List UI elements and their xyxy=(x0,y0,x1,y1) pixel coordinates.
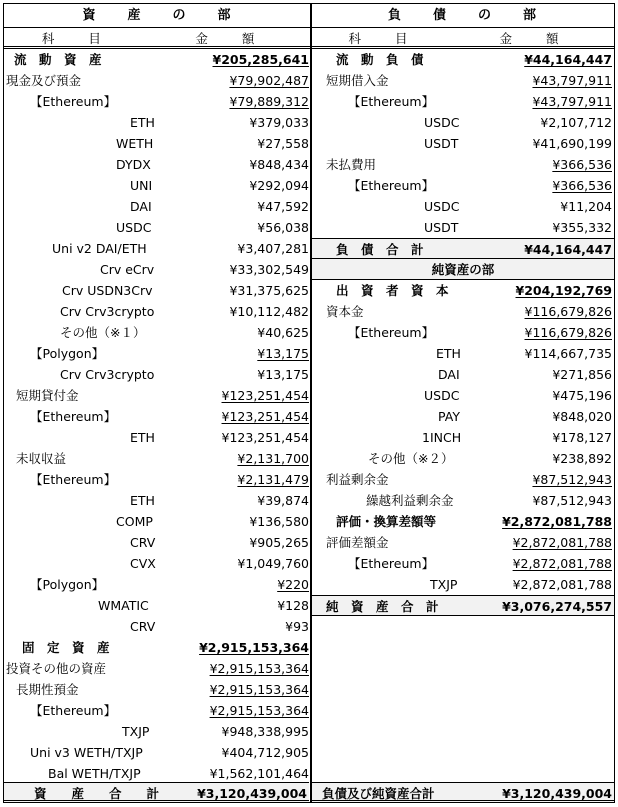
asset-item-amount: ¥292,094 xyxy=(249,178,309,193)
asset-item-label: その他（※１） xyxy=(60,325,146,340)
equity-item-row xyxy=(312,343,614,364)
asset-item-label: WETH xyxy=(116,136,154,151)
liability-item-row xyxy=(312,217,614,238)
asset-item-row xyxy=(4,742,311,763)
equity-item-row xyxy=(312,574,614,595)
asset-item-label: DYDX xyxy=(116,157,151,172)
asset-item-label: 短期貸付金 xyxy=(16,388,79,403)
asset-item-label: COMP xyxy=(116,514,153,529)
asset-item-label: Bal WETH/TXJP xyxy=(48,766,141,781)
asset-item-row xyxy=(4,385,311,406)
liability-item-row xyxy=(312,112,614,133)
asset-item-row xyxy=(4,763,311,784)
asset-item-row xyxy=(4,700,311,721)
asset-item-amount: ¥79,902,487 xyxy=(229,73,309,88)
liability-item-amount: ¥11,204 xyxy=(560,199,612,214)
asset-item-label: 投資その他の資産 xyxy=(6,661,107,676)
asset-item-row xyxy=(4,532,311,553)
asset-item-amount: ¥13,175 xyxy=(257,346,309,361)
equity-item-label: 評価差額金 xyxy=(326,535,389,550)
asset-item-amount: ¥56,038 xyxy=(257,220,309,235)
liability-item-row xyxy=(312,133,614,154)
asset-item-label: 【Ethereum】 xyxy=(30,703,117,718)
asset-item-amount: ¥948,338,995 xyxy=(221,724,309,739)
equity-item-label: その他（※２） xyxy=(368,451,454,466)
asset-item-amount: ¥93 xyxy=(285,619,309,634)
equity-item-amount: ¥2,872,081,788 xyxy=(512,577,612,592)
asset-item-label: 流 動 資 産 xyxy=(14,52,102,67)
asset-item-label: DAI xyxy=(130,199,152,214)
asset-item-row xyxy=(4,427,311,448)
asset-item-row xyxy=(4,49,311,70)
liability-item-row xyxy=(312,175,614,196)
asset-item-row xyxy=(4,553,311,574)
liabilities-total-label: 負 債 合 計 xyxy=(336,242,424,257)
assets-title: 資 産 の 部 xyxy=(82,8,233,23)
asset-item-row xyxy=(4,406,311,427)
equity-item-label: 利益剰余金 xyxy=(326,472,389,487)
liability-item-amount: ¥355,332 xyxy=(552,220,612,235)
asset-item-label: 長期性預金 xyxy=(16,682,79,697)
equity-item-row xyxy=(312,322,614,343)
equity-total-amount: ¥3,076,274,557 xyxy=(502,599,612,614)
asset-item-amount: ¥2,915,153,364 xyxy=(209,661,309,676)
equity-item-label: 出 資 者 資 本 xyxy=(336,283,449,298)
asset-item-row xyxy=(4,448,311,469)
equity-section-header xyxy=(312,259,614,280)
asset-item-label: USDC xyxy=(116,220,152,235)
equity-item-row xyxy=(312,490,614,511)
asset-item-label: Crv USDN3Crv xyxy=(62,283,153,298)
asset-item-amount: ¥1,562,101,464 xyxy=(209,766,309,781)
equity-item-amount: ¥2,872,081,788 xyxy=(512,535,612,550)
asset-item-amount: ¥205,285,641 xyxy=(212,52,309,67)
equity-item-row xyxy=(312,511,614,532)
liabilities-title-row xyxy=(312,4,614,28)
liabilities-title: 負 債 の 部 xyxy=(387,8,538,23)
subject-header-right: 科目 xyxy=(348,31,442,46)
asset-item-label: 固 定 資 産 xyxy=(22,640,110,655)
asset-item-label: ETH xyxy=(130,430,155,445)
asset-item-amount: ¥123,251,454 xyxy=(221,388,309,403)
equity-item-row xyxy=(312,364,614,385)
asset-item-amount: ¥2,131,479 xyxy=(237,472,309,487)
equity-item-label: 【Ethereum】 xyxy=(348,556,435,571)
asset-item-label: 【Polygon】 xyxy=(30,346,105,361)
asset-item-label: 未収収益 xyxy=(16,451,67,466)
asset-item-amount: ¥79,889,312 xyxy=(229,94,309,109)
asset-item-row xyxy=(4,70,311,91)
equity-item-row xyxy=(312,280,614,301)
equity-rows xyxy=(312,280,614,595)
asset-item-label: Uni v3 WETH/TXJP xyxy=(30,745,143,760)
asset-item-row xyxy=(4,364,311,385)
asset-item-row xyxy=(4,217,311,238)
assets-column-header xyxy=(4,28,311,49)
asset-item-row xyxy=(4,280,311,301)
liability-item-label: USDC xyxy=(424,199,460,214)
asset-item-amount: ¥3,407,281 xyxy=(237,241,309,256)
asset-item-amount: ¥33,302,549 xyxy=(229,262,309,277)
asset-item-label: CRV xyxy=(130,619,156,634)
liability-item-label: 未払費用 xyxy=(326,157,377,172)
liabilities-rows xyxy=(312,49,614,238)
asset-item-label: UNI xyxy=(130,178,153,193)
asset-item-amount: ¥2,915,153,364 xyxy=(209,682,309,697)
liabilities-total-row xyxy=(312,238,614,259)
liability-item-label: USDT xyxy=(424,220,459,235)
equity-total-label: 純 資 産 合 計 xyxy=(326,599,439,614)
equity-item-row xyxy=(312,553,614,574)
equity-item-amount: ¥271,856 xyxy=(552,367,612,382)
asset-item-amount: ¥1,049,760 xyxy=(237,556,309,571)
equity-total-row xyxy=(312,595,614,616)
asset-item-row xyxy=(4,91,311,112)
asset-item-row xyxy=(4,469,311,490)
asset-item-row xyxy=(4,595,311,616)
liability-item-label: 【Ethereum】 xyxy=(348,94,435,109)
asset-item-amount: ¥905,265 xyxy=(249,535,309,550)
asset-item-row xyxy=(4,322,311,343)
grand-total-amount: ¥3,120,439,004 xyxy=(502,786,612,801)
amount-header: 金額 xyxy=(195,31,289,46)
asset-item-label: Uni v2 DAI/ETH xyxy=(52,241,147,256)
grand-total-row xyxy=(312,782,614,803)
equity-item-label: TXJP xyxy=(430,577,458,592)
asset-item-row xyxy=(4,238,311,259)
asset-item-amount: ¥39,874 xyxy=(257,493,309,508)
assets-rows xyxy=(4,49,311,784)
liability-item-amount: ¥2,107,712 xyxy=(540,115,612,130)
asset-item-label: ETH xyxy=(130,115,155,130)
equity-item-label: 【Ethereum】 xyxy=(348,325,435,340)
assets-total-row xyxy=(4,782,309,803)
asset-item-row xyxy=(4,574,311,595)
asset-item-row xyxy=(4,658,311,679)
equity-item-amount: ¥848,020 xyxy=(552,409,612,424)
liability-item-label: USDC xyxy=(424,115,460,130)
liability-item-amount: ¥366,536 xyxy=(552,178,612,193)
equity-item-label: ETH xyxy=(436,346,461,361)
asset-item-label: Crv Crv3crypto xyxy=(60,304,155,319)
asset-item-label: 現金及び預金 xyxy=(6,73,82,88)
asset-item-label: 【Ethereum】 xyxy=(30,94,117,109)
assets-title-row xyxy=(4,4,311,28)
asset-item-label: Crv eCrv xyxy=(100,262,155,277)
asset-item-row xyxy=(4,175,311,196)
asset-item-amount: ¥2,131,700 xyxy=(237,451,309,466)
liability-item-label: 【Ethereum】 xyxy=(348,178,435,193)
assets-total-amount: ¥3,120,439,004 xyxy=(197,786,307,801)
equity-item-label: DAI xyxy=(438,367,460,382)
equity-item-label: 1INCH xyxy=(422,430,462,445)
asset-item-amount: ¥47,592 xyxy=(257,199,309,214)
liability-item-amount: ¥44,164,447 xyxy=(524,52,612,67)
asset-item-row xyxy=(4,511,311,532)
liability-item-row xyxy=(312,154,614,175)
asset-item-row xyxy=(4,301,311,322)
asset-item-label: 【Polygon】 xyxy=(30,577,105,592)
equity-item-amount: ¥87,512,943 xyxy=(532,493,612,508)
asset-item-label: 【Ethereum】 xyxy=(30,409,117,424)
equity-item-row xyxy=(312,427,614,448)
equity-item-amount: ¥475,196 xyxy=(552,388,612,403)
equity-item-label: 資本金 xyxy=(326,304,364,319)
asset-item-amount: ¥27,558 xyxy=(257,136,309,151)
liabilities-column xyxy=(312,4,614,801)
asset-item-amount: ¥2,915,153,364 xyxy=(209,703,309,718)
liability-item-label: 短期借入金 xyxy=(326,73,389,88)
asset-item-amount: ¥128 xyxy=(277,598,309,613)
asset-item-row xyxy=(4,196,311,217)
asset-item-row xyxy=(4,679,311,700)
asset-item-amount: ¥136,580 xyxy=(249,514,309,529)
asset-item-row xyxy=(4,133,311,154)
asset-item-label: TXJP xyxy=(122,724,150,739)
liability-item-label: USDT xyxy=(424,136,459,151)
asset-item-label: Crv Crv3crypto xyxy=(60,367,155,382)
asset-item-label: CVX xyxy=(130,556,156,571)
equity-item-amount: ¥116,679,826 xyxy=(524,304,612,319)
asset-item-amount: ¥10,112,482 xyxy=(229,304,309,319)
equity-item-amount: ¥178,127 xyxy=(552,430,612,445)
equity-item-amount: ¥114,667,735 xyxy=(524,346,612,361)
balance-sheet xyxy=(3,3,615,803)
asset-item-amount: ¥220 xyxy=(277,577,309,592)
liability-item-row xyxy=(312,49,614,70)
asset-item-label: ETH xyxy=(130,493,155,508)
asset-item-amount: ¥404,712,905 xyxy=(221,745,309,760)
asset-item-amount: ¥13,175 xyxy=(257,367,309,382)
equity-item-row xyxy=(312,469,614,490)
asset-item-row xyxy=(4,112,311,133)
asset-item-row xyxy=(4,616,311,637)
asset-item-row xyxy=(4,721,311,742)
equity-item-row xyxy=(312,406,614,427)
equity-item-row xyxy=(312,385,614,406)
asset-item-amount: ¥40,625 xyxy=(257,325,309,340)
asset-item-amount: ¥848,434 xyxy=(249,157,309,172)
asset-item-amount: ¥123,251,454 xyxy=(221,430,309,445)
liability-item-row xyxy=(312,91,614,112)
liability-item-amount: ¥366,536 xyxy=(552,157,612,172)
asset-item-label: CRV xyxy=(130,535,156,550)
liability-item-amount: ¥41,690,199 xyxy=(532,136,612,151)
equity-item-row xyxy=(312,532,614,553)
subject-header: 科目 xyxy=(41,31,135,46)
assets-total-label: 資 産 合 計 xyxy=(34,786,160,801)
amount-header-right: 金額 xyxy=(499,31,593,46)
equity-title: 純資産の部 xyxy=(431,262,495,277)
asset-item-amount: ¥31,375,625 xyxy=(229,283,309,298)
liabilities-total-amount: ¥44,164,447 xyxy=(524,242,612,257)
equity-item-label: 繰越利益剰余金 xyxy=(366,493,454,508)
liability-item-row xyxy=(312,70,614,91)
asset-item-amount: ¥123,251,454 xyxy=(221,409,309,424)
liability-item-row xyxy=(312,196,614,217)
assets-column xyxy=(4,4,311,801)
asset-item-amount: ¥379,033 xyxy=(249,115,309,130)
liabilities-column-header xyxy=(312,28,614,49)
asset-item-row xyxy=(4,637,311,658)
equity-item-amount: ¥204,192,769 xyxy=(515,283,612,298)
asset-item-row xyxy=(4,259,311,280)
asset-item-row xyxy=(4,343,311,364)
equity-item-amount: ¥87,512,943 xyxy=(532,472,612,487)
asset-item-amount: ¥2,915,153,364 xyxy=(199,640,309,655)
equity-item-row xyxy=(312,448,614,469)
equity-item-row xyxy=(312,301,614,322)
asset-item-label: 【Ethereum】 xyxy=(30,472,117,487)
asset-item-row xyxy=(4,490,311,511)
equity-item-amount: ¥2,872,081,788 xyxy=(502,514,612,529)
asset-item-label: WMATIC xyxy=(98,598,149,613)
equity-item-label: 評価・換算差額等 xyxy=(336,514,437,529)
equity-item-label: USDC xyxy=(424,388,460,403)
liability-item-label: 流 動 負 債 xyxy=(336,52,424,67)
liability-item-amount: ¥43,797,911 xyxy=(532,94,612,109)
asset-item-row xyxy=(4,154,311,175)
grand-total-label: 負債及び純資産合計 xyxy=(322,786,435,801)
liability-item-amount: ¥43,797,911 xyxy=(532,73,612,88)
equity-item-amount: ¥238,892 xyxy=(552,451,612,466)
equity-item-amount: ¥116,679,826 xyxy=(524,325,612,340)
equity-item-label: PAY xyxy=(438,409,460,424)
equity-item-amount: ¥2,872,081,788 xyxy=(512,556,612,571)
